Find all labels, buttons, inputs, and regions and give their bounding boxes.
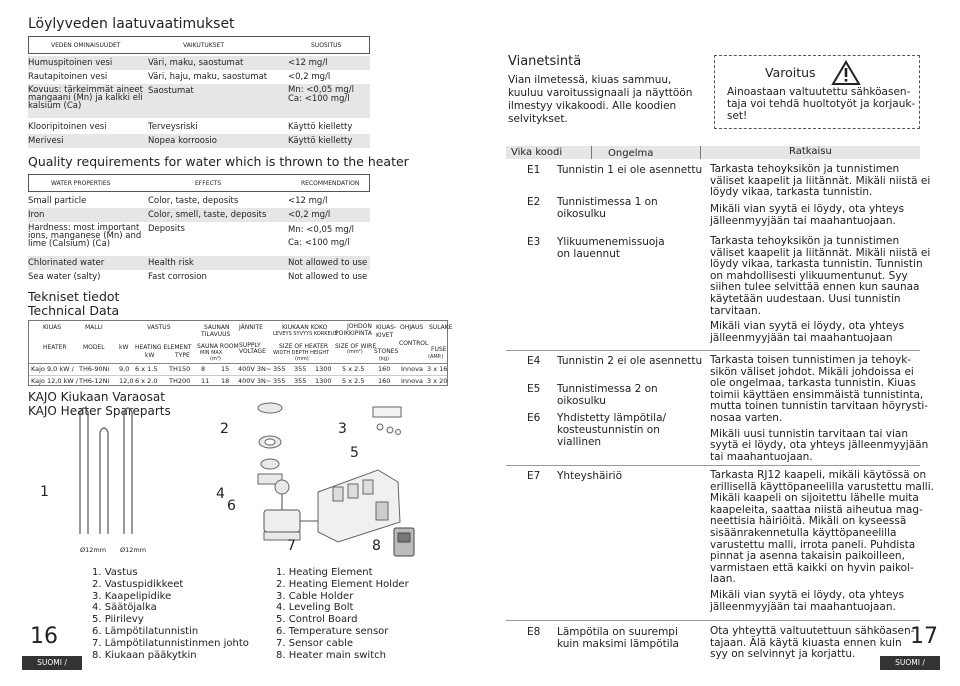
th-jannite: JÄNNITE [239, 324, 263, 331]
error-problem [557, 412, 666, 448]
solution-line: tai maahantuojaan. [710, 450, 813, 463]
solution-line: erillisellä käyttöpaneelilla varustettu malli. [710, 480, 934, 493]
tech-cell: 355 [294, 377, 307, 385]
tech-cell: 160 [378, 377, 391, 385]
fi-cell: Saostumat [148, 86, 194, 96]
en-cell: Deposits [148, 224, 185, 234]
part-number-7: 7 [287, 538, 296, 554]
warning-icon [831, 60, 861, 86]
error-problem [557, 236, 665, 260]
solution-line: varustettu malli, irrota paneli. Puhdista [710, 538, 916, 551]
warning-title: Varoitus [765, 65, 816, 80]
en-row [28, 270, 370, 284]
solution-line: syy on selvinnyt ja korjattu. [710, 648, 856, 661]
en-row [28, 208, 370, 222]
tech-cell: 5 x 2.5 [342, 377, 365, 385]
part-number-1: 1 [40, 484, 49, 500]
tech-cell: 11 [201, 377, 210, 385]
solution-line: jälleenmyyjään tai maahantuojaan. [710, 600, 896, 613]
th-poikkipinta: POIKKIPINTA [335, 330, 372, 337]
solution-line: väliset kaapelit ja liitännät. Mikäli niistä ei [710, 174, 931, 187]
col-code-header: Vika koodi [511, 147, 563, 158]
en-cell: Fast corrosion [148, 272, 207, 282]
problem-line: Lämpötila on suurempi [557, 626, 678, 638]
page-number-left: 16 [30, 624, 58, 649]
list-item: 2. Heating Element Holder [276, 578, 409, 590]
error-problem [557, 626, 679, 650]
en-cell: <0,2 mg/l [288, 210, 331, 220]
fi-cell: Käyttö kielletty [288, 122, 353, 132]
solution-line: laan. [710, 573, 736, 586]
solution-line: sikön väliset johdot. Mikäli johdoissa ei [710, 365, 914, 378]
solution-line: siihen tulee selvittää ennen kun saunaa [710, 281, 920, 294]
tech-cell: 8 [201, 365, 206, 373]
solution-line: neettisia häiriöitä. Mikäli on kyseessä [710, 515, 907, 528]
en-table-header [28, 174, 370, 192]
th-vastus: VASTUS [147, 324, 171, 331]
table-divider [29, 375, 447, 376]
problem-line: Ylikuumenemissuoja [557, 236, 665, 248]
th-kw2: kW [145, 352, 155, 359]
list-item: 1. Vastus [92, 567, 138, 578]
warning-line: Ainoastaan valtuutettu sähköasen- [727, 86, 911, 98]
tech-cell: 15 [221, 365, 230, 373]
solution-line: löydy vikaa, tarkasta tunnistin. [710, 186, 873, 199]
error-code: E8 [527, 626, 541, 638]
tech-cell: TH6-12Ni [79, 377, 110, 385]
error-problem: Tunnistin 2 ei ole asennettu [557, 355, 703, 367]
solution-line: väliset kaapelit ja liitännät. Mikäli niistä ei [710, 246, 931, 259]
solution-line: Tarkasta tehoyksikön ja tunnistimen [710, 163, 900, 175]
solution-line: Tarkasta toisen tunnistimen ja tehoyk- [710, 354, 912, 366]
en-cell: Iron [28, 210, 45, 220]
th-kw: kW [119, 344, 129, 351]
th-kiukaskivet: KIUAS- KIVET [376, 324, 397, 339]
list-item: 6. Temperature sensor [276, 625, 389, 637]
problem-line: oikosulku [557, 208, 606, 220]
row-divider [506, 465, 920, 466]
th-johdon: JOHDON [347, 323, 372, 330]
error-solution [710, 164, 930, 199]
fi-cell: Väri, haju, maku, saostumat [148, 72, 268, 82]
solution-line: syytä ei löydy, ota yhteys jälleenmyyjään [710, 439, 929, 452]
th-model: MODEL [83, 344, 105, 351]
spareparts-title-fi: KAJO Kiukaan Varaosat [28, 390, 165, 404]
tech-cell: 18 [221, 377, 230, 385]
heating-element-drawing [80, 408, 132, 534]
sensor-drawing [264, 510, 318, 532]
solution-line: tarvitaan. [710, 304, 761, 317]
th-m3: (m³) [210, 356, 221, 362]
col-problem-header: Ongelma [608, 148, 654, 159]
fi-row [28, 120, 370, 134]
part-number-4: 4 [216, 486, 225, 502]
en-cell: Mn: <0,05 mg/l Ca: <100 mg/l [288, 225, 354, 248]
fi-cell: <12 mg/l [288, 58, 328, 68]
th-amp: (AMP.) [428, 354, 444, 360]
row-divider [506, 350, 920, 351]
fi-cell: Nopea korroosio [148, 136, 217, 146]
tech-cell: 400V 3N~ [238, 365, 272, 373]
th-heating-element: HEATING ELEMENT [135, 344, 192, 351]
solution-line: Tarkasta RJ12 kaapeli, mikäli käytössä on [710, 469, 927, 481]
problem-line: Tunnistimessa 2 on [557, 383, 658, 395]
th-min-max: MIN MAX [200, 350, 223, 356]
tech-cell: 355 [294, 365, 307, 373]
fi-cell: Klooripitoinen vesi [28, 122, 107, 132]
col-solution-header: Ratkaisu [789, 146, 832, 157]
tech-cell: 400V 3N~ [238, 377, 272, 385]
en-cell: Health risk [148, 258, 194, 268]
control-board-drawing [318, 470, 400, 542]
th-sauna-room: SAUNA ROOM [197, 343, 239, 350]
list-item: 8. Kiukaan pääkytkin [92, 649, 197, 661]
tech-cell: Kajo 9,0 kW / [31, 365, 74, 373]
solution-line: Mikäli kaapeli on sijoitettu lähelle muita [710, 492, 919, 505]
warning-line: set! [727, 110, 748, 122]
part-number-3: 3 [338, 421, 347, 437]
list-item: 2. Vastuspidikkeet [92, 578, 184, 590]
error-problem [557, 383, 658, 407]
intro-line: kuuluu varoitussignaali ja näyttöön [508, 87, 693, 99]
fi-cell: Kovuus: tärkeimmät aineet mangaani (Mn) ja kalkki eli kalsium (Ca) [28, 85, 143, 111]
list-item: 5. Piirilevy [92, 614, 144, 626]
fi-row [28, 56, 370, 70]
fi-cell: Väri, maku, saostumat [148, 58, 244, 68]
language-footer-left: SUOMI / ENGLISH [22, 656, 82, 670]
solution-line: Tarkasta tehoyksikön ja tunnistimen [710, 235, 900, 247]
warning-line: taja voi tehdä huoltotyöt ja korjauk- [727, 98, 916, 110]
th-stones: STONES [374, 348, 399, 355]
list-item: 4. Leveling Bolt [276, 602, 354, 614]
tech-cell: 6 x 2.0 [135, 377, 158, 385]
th-sulake: SULAKE [429, 324, 453, 331]
spareparts-list-fi [92, 567, 249, 661]
header-divider [700, 146, 701, 159]
th-ohjaus: OHJAUS [400, 324, 424, 331]
fi-col2-header: VAIKUTUKSET [183, 42, 225, 49]
problem-line: oikosulku [557, 395, 606, 407]
fi-row [28, 70, 370, 84]
solution-line: mutta toinen tunnistin tarvitaan höyrysti- [710, 400, 929, 413]
diameter-label-2: Ø12mm [120, 546, 147, 554]
th-size-heater: SIZE OF HEATER [279, 343, 329, 350]
problem-line: viallinen [557, 436, 602, 448]
en-cell: Small particle [28, 196, 87, 206]
table-divider [29, 363, 447, 364]
th-malli: MALLI [85, 324, 103, 331]
th-saunan: SAUNAN [204, 324, 230, 331]
fi-cell: Käyttö kielletty [288, 136, 353, 146]
problem-line: on lauennut [557, 248, 620, 260]
fi-cell: Merivesi [28, 136, 64, 146]
en-row [28, 222, 370, 256]
th-control: CONTROL [399, 340, 429, 347]
solution-line: Mikäli vian syytä ei löydy, ota yhteys [710, 203, 905, 215]
list-item: 4. Säätöjalka [92, 602, 157, 614]
tech-cell: TH200 [169, 377, 191, 385]
spareparts-title-en: KAJO Heater Spareparts [28, 404, 171, 418]
tech-cell: 3 x 20 [427, 377, 448, 385]
list-item: 8. Heater main switch [276, 649, 386, 661]
th-mm: (mm) [295, 356, 309, 362]
quality-title-fi: Löylyveden laatuvaatimukset [28, 16, 235, 32]
problem-line: kuin maksimi lämpötila [557, 638, 679, 650]
tech-cell: 12,0 [119, 377, 134, 385]
list-item: 7. Lämpötilatunnistinmen johto [92, 637, 249, 649]
tech-cell: 5 x 2.5 [342, 365, 365, 373]
error-code: E4 [527, 355, 541, 367]
warning-box [714, 55, 920, 129]
fi-cell: Mn: <0,05 mg/l Ca: <100 mg/l [288, 85, 354, 104]
th-heater: HEATER [43, 344, 67, 351]
main-switch-drawing [394, 528, 414, 556]
diameter-label-1: Ø12mm [80, 546, 107, 554]
spareparts-illustration [28, 392, 458, 562]
solution-line: ole ongelmaa, tarkasta tunnistin. Kiuas [710, 377, 916, 390]
error-code: E6 [527, 412, 541, 424]
th-kiukaan-koko: KIUKAAN KOKO [282, 324, 328, 331]
fi-col3-header: SUOSITUS [311, 42, 342, 49]
fi-row [28, 84, 370, 118]
error-code: E1 [527, 164, 541, 176]
en-col1-header: WATER PROPERTIES [51, 180, 111, 187]
tech-title-en: Technical Data [28, 303, 120, 318]
tech-title-fi: Tekniset tiedot [28, 289, 120, 304]
th-type: TYPE [175, 352, 190, 359]
tech-cell: 1300 [315, 377, 332, 385]
tech-cell: 355 [273, 365, 286, 373]
tech-cell: 3 x 16 [427, 365, 448, 373]
error-code: E7 [527, 470, 541, 482]
th-fuse: FUSE [431, 346, 447, 353]
intro-line: selvitykset. [508, 113, 568, 125]
warning-text [727, 86, 915, 122]
solution-line: Ota yhteyttä valtuutettuun sähköasen- [710, 625, 915, 637]
error-problem [557, 196, 658, 220]
list-item: 3. Cable Holder [276, 590, 354, 602]
solution-line: sisäänrakennetulla käyttöpaneelilla [710, 526, 897, 539]
page-number-right: 17 [910, 624, 938, 649]
en-cell: Color, smell, taste, deposits [148, 210, 267, 220]
row-divider [506, 620, 920, 621]
solution-line: toimii käyttäen ensimmäistä tunnistinta, [710, 388, 924, 401]
troubleshooting-title: Vianetsintä [508, 54, 582, 69]
en-cell: Not allowed to use [288, 272, 368, 282]
list-item: 3. Kaapelipidike [92, 590, 172, 602]
solution-line: jälleenmyyjään tai maahantuojaan. [710, 214, 896, 227]
en-cell: <12 mg/l [288, 196, 328, 206]
problem-line: kosteustunnistin on [557, 424, 660, 436]
en-col3-header: RECOMMENDATION [301, 180, 360, 187]
solution-line: käytetään uudestaan. Uusi tunnistin [710, 292, 901, 305]
en-cell: Color, taste, deposits [148, 196, 239, 206]
tech-cell: Innova [401, 365, 423, 373]
error-problem: Yhteyshäiriö [557, 470, 622, 482]
list-item: 5. Control Board [276, 614, 358, 626]
spareparts-list-en [276, 567, 409, 661]
en-cell: Chlorinated water [28, 258, 105, 268]
tech-cell: 355 [273, 377, 286, 385]
fi-table-header [28, 36, 370, 54]
list-item: 7. Sensor cable [276, 637, 354, 649]
en-row [28, 194, 370, 208]
error-solution [710, 355, 928, 463]
error-solution [710, 204, 904, 227]
solution-line: jälleenmyyjään tai maahantuojaan [710, 331, 893, 344]
fi-cell: <0,2 mg/l [288, 72, 331, 82]
fi-cell: Rautapitoinen vesi [28, 72, 108, 82]
solution-line: löydy vikaa, tarkasta tunnistin. Tunnistin [710, 258, 923, 271]
tech-cell: 160 [378, 365, 391, 373]
error-code: E2 [527, 196, 541, 208]
tech-cell: TH150 [169, 365, 191, 373]
fi-cell: Humuspitoinen vesi [28, 58, 113, 68]
troubleshooting-intro [508, 74, 692, 126]
part-number-6: 6 [227, 498, 236, 514]
tech-cell: 1300 [315, 365, 332, 373]
problem-line: Yhdistetty lämpötila/ [557, 412, 667, 424]
solution-line: Mikäli vian syytä ei löydy, ota yhteys [710, 320, 905, 333]
error-code: E5 [527, 383, 541, 395]
part-number-5: 5 [350, 445, 359, 461]
solution-line: Mikäli uusi tunnistin tarvitaan tai vian [710, 427, 909, 440]
tech-cell: Innova [401, 377, 423, 385]
solution-line: kaapeleita, saattaa niistä aiheutua mag- [710, 503, 923, 516]
list-item: 6. Lämpötilatunnistin [92, 625, 199, 637]
solution-line: tajaan. Älä käytä kiuasta ennen kuin [710, 636, 902, 649]
cable-holder-drawing [373, 407, 401, 435]
tech-table [28, 320, 453, 386]
en-cell: Sea water (salty) [28, 272, 101, 282]
tech-cell: 9,0 [119, 365, 130, 373]
list-item: 1. Heating Element [276, 567, 373, 578]
th-size-wire: SIZE OF WIRE [335, 343, 377, 350]
header-divider [591, 146, 592, 159]
solution-line: on mahdollisesti ylikuumentunut. Syy [710, 269, 908, 282]
error-code: E3 [527, 236, 541, 248]
tech-cell: Kajo 12,0 kW / [31, 377, 78, 385]
en-row [28, 256, 370, 270]
solution-line: nosaa varten. [710, 411, 783, 424]
error-solution [710, 236, 930, 344]
error-problem: Tunnistin 1 ei ole asennettu [557, 164, 703, 176]
th-tilavuus: TILAVUUS [201, 331, 231, 338]
problem-line: Tunnistimessa 1 on [557, 196, 658, 208]
error-table-header [506, 146, 920, 159]
tech-cell: 6 x 1.5 [135, 365, 158, 373]
part-number-2: 2 [220, 421, 229, 437]
th-wdh: WIDTH DEPTH HEIGHT [273, 350, 330, 356]
part-number-8: 8 [372, 538, 381, 554]
th-kg: (kg) [379, 356, 389, 362]
th-leveys: LEVEYS SYVYYS KORKEUS [273, 331, 338, 337]
solution-line: Mikäli vian syytä ei löydy, ota yhteys [710, 588, 905, 601]
tech-cell: TH6-90Ni [79, 365, 110, 373]
en-col2-header: EFFECTS [195, 180, 222, 187]
en-cell: Not allowed to use [288, 258, 368, 268]
th-supply-voltage: SUPPLY VOLTAGE [239, 342, 266, 355]
solution-line: varmistaen että kaikki on hyvin paikol- [710, 561, 914, 574]
tech-data-title [28, 290, 119, 318]
fi-row [28, 134, 370, 148]
intro-line: Vian ilmetessä, kiuas sammuu, [508, 74, 672, 86]
fi-col1-header: VEDEN OMINAISUUDET [51, 42, 121, 49]
th-kiuas: KIUAS [43, 324, 62, 331]
th-mm2: (mm²) [347, 349, 363, 355]
language-footer-right: SUOMI / ENGLISH [880, 656, 940, 670]
error-solution [710, 470, 934, 613]
quality-title-en: Quality requirements for water which is thrown to the heater [28, 154, 409, 169]
solution-line: pinnat ja asenna takaisin paikoilleen, [710, 550, 905, 563]
intro-line: ilmestyy vikakoodi. Alle koodien [508, 100, 677, 112]
fi-cell: Terveysriski [148, 122, 198, 132]
en-cell: Hardness: most important ions, manganese (Mn) and lime (Calsium) (Ca) [28, 223, 142, 249]
